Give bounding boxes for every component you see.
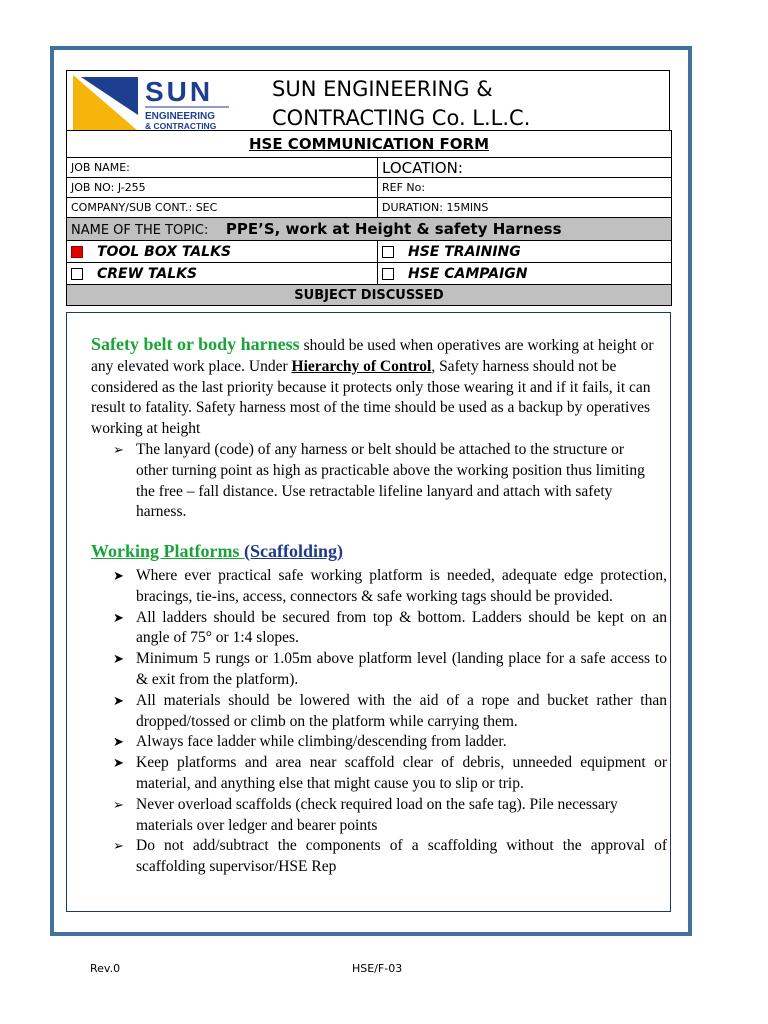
list-item: [113, 608, 667, 650]
list-item: [113, 732, 667, 753]
location-field: LOCATION:: [378, 158, 672, 178]
list-item-text: Do not add/subtract the components of a scaffolding without the approval of scaffolding supervisor/HSE Rep: [136, 837, 667, 876]
topic-row: [67, 218, 672, 241]
job-no-field: JOB NO: J-255: [67, 178, 378, 198]
subject-content: [66, 312, 671, 912]
arrow-bullet-icon: ➤: [113, 692, 124, 708]
subject-header: SUBJECT DISCUSSED: [67, 285, 672, 306]
ref-no-field: REF No:: [378, 178, 672, 198]
arrow-bullet-icon: ➤: [113, 568, 124, 583]
list-item-text: Where ever practical safe working platform is needed, adequate edge protection, bracings, tie-ins, access, connectors & safe working tags should be provided.: [136, 567, 667, 605]
arrow-bullet-icon: ➤: [113, 651, 124, 667]
list-item: [113, 440, 645, 523]
option-label: CREW TALKS: [97, 265, 198, 282]
option-tool-box-talks[interactable]: [67, 241, 378, 263]
intro-underline: Hierarchy of Control: [291, 357, 432, 375]
company-logo: [73, 75, 229, 130]
list-item-text: All materials should be lowered with the aid of a rope and bucket rather than dropped/tossed or climb on the platform while carrying them.: [136, 691, 667, 730]
logo-subtitle-1: ENGINEERING: [145, 111, 216, 122]
checkbox-icon[interactable]: [71, 268, 83, 280]
list-item-text: Always face ladder while climbing/descending from ladder.: [136, 733, 507, 751]
list-item: [113, 691, 667, 733]
option-label: HSE TRAINING: [408, 243, 521, 260]
list-item-text: The lanyard (code) of any harness or belt should be attached to the structure or other turning point as high as practicable above the working position thus limiting the free – fall distance. Use retractable lifeline lanyard and attach with safety harness.: [136, 441, 645, 521]
list-item: [113, 566, 667, 608]
list-item: [113, 649, 667, 691]
footer-form-code: HSE/F-03: [352, 962, 403, 975]
footer-revision: Rev.0: [90, 962, 121, 975]
list-item-text: Keep platforms and area near scaffold clear of debris, unneeded equipment or material, and anything else that might cause you to slip or trip.: [136, 754, 667, 792]
arrow-bullet-icon: ➢: [113, 796, 124, 812]
arrow-bullet-icon: ➤: [113, 755, 124, 771]
list-item-text: Minimum 5 rungs or 1.05m above platform level (landing place for a safe access to & exit from the platform).: [136, 650, 667, 688]
company-name-line-2: CONTRACTING Co. L.L.C.: [272, 106, 531, 130]
option-label: HSE CAMPAIGN: [408, 265, 528, 282]
topic-value: PPE’S, work at Height & safety Harness: [225, 220, 562, 238]
option-hse-campaign[interactable]: [378, 263, 672, 285]
arrow-bullet-icon: ➢: [113, 838, 124, 854]
list-item: [113, 836, 667, 878]
duration-field: DURATION: 15MINS: [378, 198, 672, 218]
checkbox-icon[interactable]: [382, 268, 394, 280]
company-name: [272, 75, 530, 130]
company-sub-field: COMPANY/SUB CONT.: SEC: [67, 198, 378, 218]
list-item: [113, 795, 668, 837]
list-item-text: All ladders should be secured from top & bottom. Ladders should be kept on an angle of 75° or 1:4 slopes.: [136, 608, 667, 647]
scaffolding-list: [113, 566, 667, 878]
checkbox-checked-icon[interactable]: [71, 246, 83, 258]
checkbox-icon[interactable]: [382, 246, 394, 258]
form-fields-table: [66, 130, 672, 306]
arrow-bullet-icon: ➢: [113, 442, 124, 457]
section-heading-green: Working Platforms: [91, 541, 244, 561]
arrow-bullet-icon: ➤: [113, 734, 124, 750]
option-label: TOOL BOX TALKS: [97, 243, 232, 260]
arrow-bullet-icon: ➤: [113, 609, 124, 625]
company-name-line-1: SUN ENGINEERING &: [272, 77, 493, 101]
option-hse-training[interactable]: [378, 241, 672, 263]
form-header: [66, 70, 670, 130]
topic-label: NAME OF THE TOPIC:: [71, 223, 209, 238]
intro-paragraph: [91, 334, 659, 440]
lanyard-list: [113, 440, 645, 523]
logo-text: SUN: [145, 76, 214, 107]
section-heading-scaffolding: [91, 541, 659, 564]
intro-text-2: , Safety harness should not be considered as the last priority because it protects only those wearing it and if it fails, it can result to fatality. Safety harness most of the time should be used as a backup by operatives working at height: [91, 357, 651, 438]
section-heading-blue: (Scaffolding): [244, 541, 343, 561]
list-item-text: Never overload scaffolds (check required load on the safe tag). Pile necessary materials over ledger and bearer points: [136, 795, 618, 834]
intro-heading: Safety belt or body harness: [91, 334, 300, 354]
form-title: HSE COMMUNICATION FORM: [67, 131, 672, 158]
logo-subtitle-2: & CONTRACTING: [145, 121, 217, 130]
intro-text-1: should be used when operatives are working at height or any elevated work place. Under: [91, 337, 654, 375]
job-name-field: JOB NAME:: [67, 158, 378, 178]
list-item: [113, 753, 667, 795]
option-crew-talks[interactable]: [67, 263, 378, 285]
